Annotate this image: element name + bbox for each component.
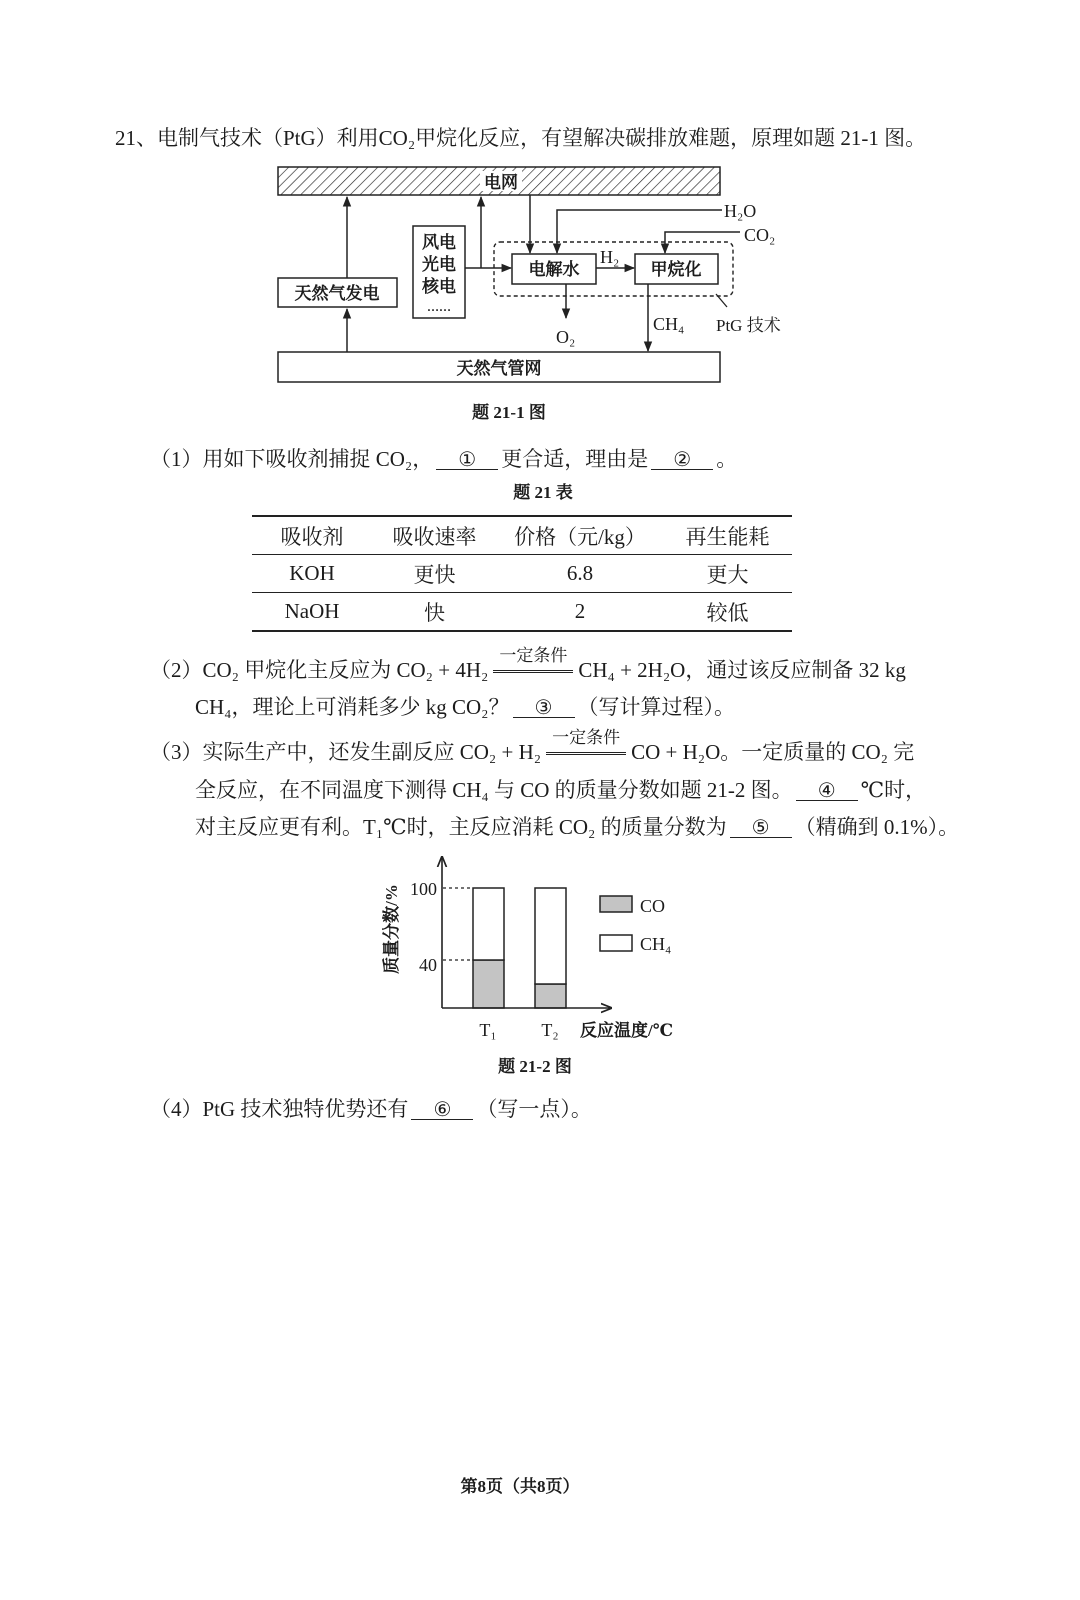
question-21-part-3-line-2 xyxy=(195,778,926,802)
table-cell: 2 xyxy=(574,599,586,623)
x-tick-label: T₁ xyxy=(479,1020,497,1040)
reaction-condition-arrow xyxy=(493,646,573,682)
part-1-text-middle: 更合适，理由是 xyxy=(501,447,649,471)
bars-layer xyxy=(443,888,566,1008)
absorbent-table xyxy=(252,515,792,632)
reaction-condition-label: 一定条件 xyxy=(552,728,621,747)
answer-blank-5: ⑤ xyxy=(730,817,792,838)
part-4-text-end: （写一点）。 xyxy=(476,1097,592,1121)
figure-21-2-chart xyxy=(0,850,1080,1045)
table-cell: KOH xyxy=(252,555,372,593)
y-tick-label: 100 xyxy=(410,879,437,899)
part-2-instruction: （写计算过程）。 xyxy=(577,695,735,719)
part-1-text: （1）用如下吸收剂捕捉 CO₂， xyxy=(150,447,434,471)
table-row xyxy=(252,555,792,593)
o2-label: O₂ xyxy=(556,327,576,347)
gas-pipeline-label: 天然气管网 xyxy=(456,359,542,378)
ch4-label: CH₄ xyxy=(653,314,685,334)
page-number-footer: 第8页（共8页） xyxy=(460,1477,580,1496)
table-cell: 快 xyxy=(424,600,445,625)
figure-21-1-diagram xyxy=(0,160,1080,395)
bar-category-2-series-2 xyxy=(535,888,566,984)
answer-blank-6: ⑥ xyxy=(411,1099,473,1120)
legend-swatch-co xyxy=(600,896,632,912)
x-axis-label: 反应温度/℃ xyxy=(580,1021,674,1040)
legend-swatch-ch4 xyxy=(600,935,632,951)
table-21-caption: 题 21 表 xyxy=(513,483,573,502)
answer-blank-4: ④ xyxy=(796,780,858,801)
table-cell: 更大 xyxy=(663,555,792,593)
table-cell: NaOH xyxy=(284,599,340,623)
reaction-condition-label: 一定条件 xyxy=(499,646,568,665)
legend-label-co: CO xyxy=(640,896,666,916)
part-2-question-text: CH₄，理论上可消耗多少 kg CO₂？ xyxy=(195,695,510,719)
question-21-stem: 21、电制气技术（PtG）利用CO₂甲烷化反应，有望解决碳排放难题，原理如题 21-1 图。 xyxy=(115,126,927,150)
figure-21-1-caption: 题 21-1 图 xyxy=(472,403,546,422)
bar-category-1-series-2 xyxy=(473,888,504,960)
answer-blank-1: ① xyxy=(436,449,498,470)
part-3-text-3-end: （精确到 0.1%）。 xyxy=(794,815,960,839)
figure-21-2-caption: 题 21-2 图 xyxy=(498,1057,572,1076)
gas-power-label: 天然气发电 xyxy=(294,284,380,303)
reaction-condition-arrow xyxy=(546,728,626,764)
question-21-part-3-line-1 xyxy=(150,728,915,764)
table-header-cell: 吸收速率 xyxy=(372,516,497,555)
electrolysis-label: 电解水 xyxy=(528,260,580,279)
question-21-part-2-line-2 xyxy=(195,695,735,719)
methanation-label: 甲烷化 xyxy=(650,260,702,279)
table-header-cell: 吸收剂 xyxy=(252,516,372,555)
renewable-wind-label: 风电 xyxy=(422,233,456,252)
part-3-text-2-end: ℃时， xyxy=(860,778,927,802)
part-3-text-products: CO + H₂O。一定质量的 CO₂ 完 xyxy=(631,740,915,764)
renewable-solar-label: 光电 xyxy=(422,255,456,274)
question-21-part-2-line-1 xyxy=(150,646,906,682)
table-header-row xyxy=(252,516,792,555)
table-cell: 较低 xyxy=(706,600,749,625)
part-2-text: （2）CO₂ 甲烷化主反应为 CO₂ + 4H₂ xyxy=(150,658,489,682)
part-1-text-end: 。 xyxy=(716,447,738,471)
part-3-text: （3）实际生产中，还发生副反应 CO₂ + H₂ xyxy=(150,740,542,764)
y-tick-label: 40 xyxy=(419,955,437,975)
co2-input-label: CO₂ xyxy=(744,225,776,245)
y-axis-label: 质量分数/% xyxy=(382,884,401,974)
renewable-ellipsis-label: …… xyxy=(427,300,451,314)
part-2-text-products: CH₄ + 2H₂O，通过该反应制备 32 kg xyxy=(578,658,906,682)
legend-label-ch4: CH₄ xyxy=(640,934,672,954)
question-21-part-1 xyxy=(150,447,737,471)
bar-category-1-series-1 xyxy=(473,960,504,1008)
table-row xyxy=(252,593,792,632)
x-tick-label: T₂ xyxy=(541,1020,559,1040)
table-cell: 6.8 xyxy=(497,555,663,593)
ptg-label: PtG 技术 xyxy=(716,316,781,335)
part-3-text-2: 全反应，在不同温度下测得 CH₄ 与 CO 的质量分数如题 21-2 图。 xyxy=(195,778,793,802)
h2o-label: H₂O xyxy=(724,201,757,221)
table-header-cell: 再生能耗 xyxy=(663,516,792,555)
table-header-cell: 价格（元/kg） xyxy=(497,516,663,555)
h2-label: H₂ xyxy=(600,247,620,267)
bar-category-2-series-1 xyxy=(535,984,566,1008)
question-21-part-3-line-3 xyxy=(195,815,959,839)
part-3-text-3: 对主反应更有利。T₁℃时，主反应消耗 CO₂ 的质量分数为 xyxy=(195,815,727,839)
answer-blank-3: ③ xyxy=(513,697,575,718)
question-21-part-4 xyxy=(150,1097,592,1121)
renewable-nuclear-label: 核电 xyxy=(422,277,456,296)
power-grid-label: 电网 xyxy=(484,173,518,192)
part-4-text: （4）PtG 技术独特优势还有 xyxy=(150,1097,409,1121)
answer-blank-2: ② xyxy=(651,449,713,470)
table-cell: 更快 xyxy=(372,555,497,593)
